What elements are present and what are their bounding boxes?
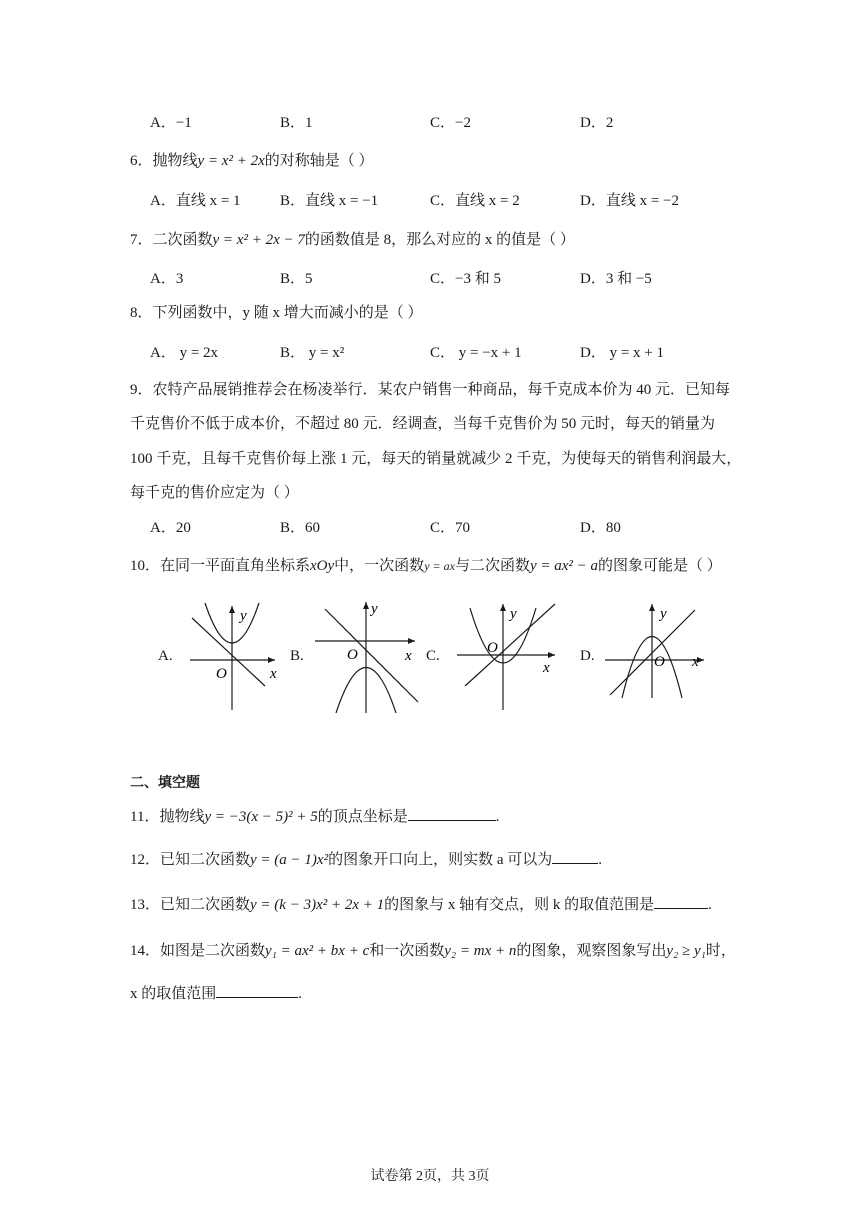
q7-formula: y = x² + 2x − 7 [212,232,305,248]
graph-a-x-label: x [270,666,277,682]
q7-option-c: C．−3 和 5 [430,271,501,287]
question-14-line-2: x 的取值范围 . [130,982,302,1005]
graph-b-y-label: y [371,601,378,617]
question-7: 7．二次函数y = x² + 2x − 7的函数值是 8，那么对应的 x 的值是（ ） [130,232,575,248]
question-11: 11．抛物线y = −3(x − 5)² + 5的顶点坐标是 . [130,805,500,828]
graph-c-origin: O [487,640,498,656]
graph-label-a: A. [158,648,173,664]
q7-option-a: A．3 [150,271,184,287]
q13-answer-blank[interactable] [654,893,708,909]
question-9-line-3: 100 千克，且每千克售价每上涨 1 元，每天的销量就减少 2 千克，为使每天的销售利润最大， [130,451,742,467]
graph-label-c: C. [426,648,440,664]
q5-option-c: C．−2 [430,115,471,131]
section-2-title: 二、填空题 [130,775,200,791]
q6-option-b: B．直线 x = −1 [280,193,379,209]
q8-option-b: B． y = x² [280,345,345,361]
graph-label-b: B. [290,648,304,664]
q5-option-b: B．1 [280,115,313,131]
graph-c-x-label: x [543,660,550,676]
q6-option-a: A．直线 x = 1 [150,193,241,209]
question-6: 6．抛物线y = x² + 2x的对称轴是（ ） [130,153,374,169]
question-8: 8．下列函数中，y 随 x 增大而减小的是（ ） [130,305,423,321]
graph-a-y-label: y [240,608,247,624]
page-footer: 试卷第 2页，共 3页 [370,1169,490,1184]
question-9-line-2: 千克售价不低于成本价，不超过 80 元．经调查，当每千克售价为 50 元时，每天的销量为 [130,416,716,432]
q9-option-c: C．70 [430,520,471,536]
graph-c-y-label: y [510,606,517,622]
graph-d-y-label: y [660,606,667,622]
q6-option-d: D．直线 x = −2 [580,193,680,209]
graph-a-origin: O [216,666,227,682]
question-14: 14．如图是二次函数y₁ = ax² + bx + c和一次函数y₂ = mx + n的图象，观察图象写出y₂ ≥ y₁时， [130,943,736,959]
q14-answer-blank[interactable] [216,982,298,998]
q8-option-c: C． y = −x + 1 [430,345,522,361]
graph-d-x-label: x [692,654,699,670]
q8-option-d: D． y = x + 1 [580,345,665,361]
graph-c [455,598,560,713]
question-9-line-1: 9．农特产品展销推荐会在杨凌举行．某农户销售一种商品，每千克成本价为 40 元．已知每 [130,382,731,398]
q9-option-d: D．80 [580,520,621,536]
graph-a [180,598,280,713]
question-9-line-4: 每千克的售价应定为（ ） [130,485,299,501]
graph-d [600,600,708,700]
graph-b [313,597,423,715]
graph-label-d: D. [580,648,595,664]
graph-b-origin: O [347,647,358,663]
q5-option-d: D．2 [580,115,614,131]
q8-option-a: A． y = 2x [150,345,219,361]
question-10: 10．在同一平面直角坐标系xOy中，一次函数y = ax与二次函数y = ax² − a的图象可能是（ ） [130,558,722,574]
q9-option-b: B．60 [280,520,321,536]
q5-option-a: A．−1 [150,115,192,131]
question-13: 13．已知二次函数y = (k − 3)x² + 2x + 1的图象与 x 轴有交点，则 k 的取值范围是 . [130,893,712,916]
q7-option-d: D．3 和 −5 [580,271,652,287]
q6-option-c: C．直线 x = 2 [430,193,520,209]
q11-answer-blank[interactable] [408,805,496,821]
q7-option-b: B．5 [280,271,313,287]
q6-formula: y = x² + 2x [197,153,265,169]
question-12: 12．已知二次函数y = (a − 1)x²的图象开口向上，则实数 a 可以为 . [130,848,602,871]
q12-answer-blank[interactable] [552,848,598,864]
graph-d-origin: O [654,654,665,670]
graph-b-x-label: x [405,648,412,664]
q9-option-a: A．20 [150,520,191,536]
